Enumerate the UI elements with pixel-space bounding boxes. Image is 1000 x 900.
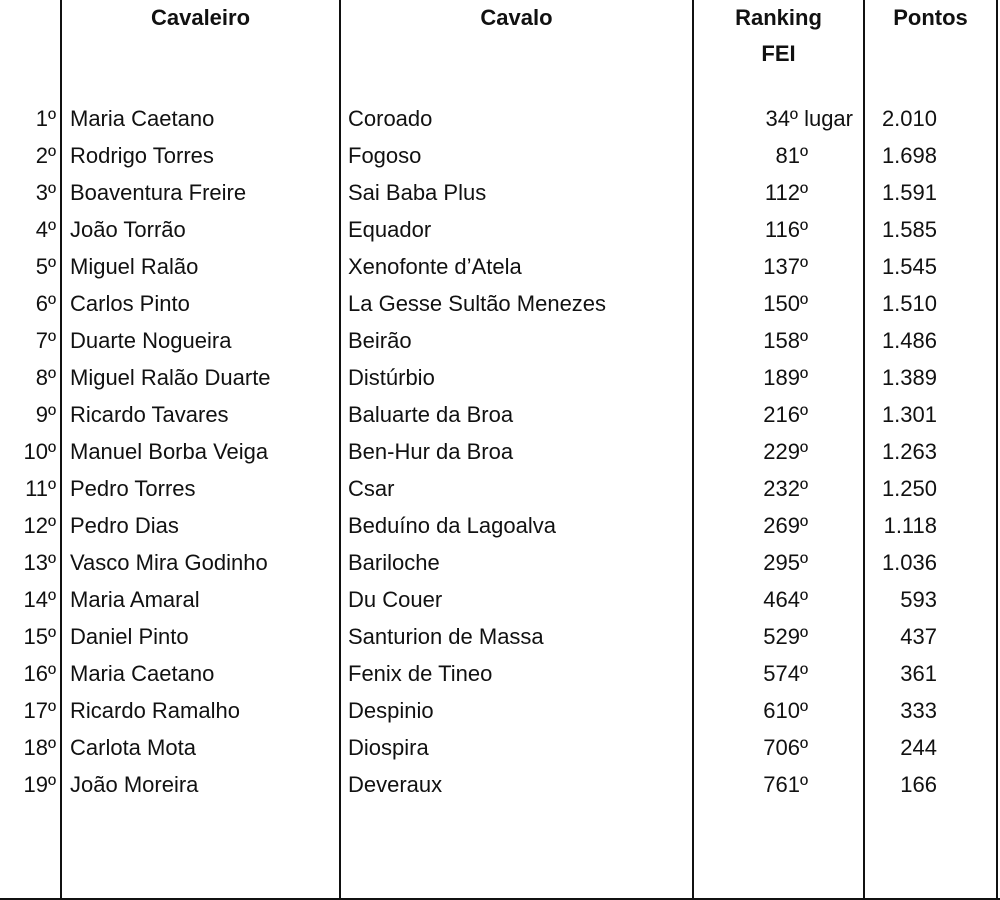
- table-row: [0, 174, 1000, 211]
- position-cell: 7º: [35, 328, 56, 353]
- position-cell: 12º: [23, 513, 56, 538]
- fei-ranking-cell: 706º: [763, 735, 808, 760]
- position-cell: 2º: [35, 143, 56, 168]
- horse-cell: Santurion de Massa: [348, 624, 544, 649]
- points-cell: 1.510: [881, 291, 937, 316]
- rider-cell: Carlos Pinto: [70, 291, 190, 316]
- position-cell: 10º: [23, 439, 56, 464]
- fei-ranking-cell: 150º: [763, 291, 808, 316]
- fei-ranking-cell: 137º: [763, 254, 808, 279]
- table-row: [0, 100, 1000, 137]
- horse-cell: Ben-Hur da Broa: [348, 439, 514, 464]
- fei-ranking-cell: 610º: [763, 698, 808, 723]
- points-cell: 1.389: [881, 365, 937, 390]
- points-cell: 1.118: [883, 513, 937, 538]
- points-cell: 244: [900, 735, 937, 760]
- table-row: [0, 729, 1000, 766]
- fei-ranking-cell: 574º: [763, 661, 808, 686]
- table-row: [0, 396, 1000, 433]
- rider-cell: Manuel Borba Veiga: [70, 439, 269, 464]
- table-row: [0, 285, 1000, 322]
- header-fei-ranking: [694, 0, 863, 98]
- points-cell: 166: [900, 772, 937, 797]
- horse-cell: Diospira: [348, 735, 429, 760]
- horse-cell: Despinio: [348, 698, 434, 723]
- header-fei-line2: FEI: [761, 41, 796, 66]
- fei-ranking-cell: 216º: [763, 402, 808, 427]
- rider-cell: Miguel Ralão: [70, 254, 199, 279]
- horse-cell: Distúrbio: [348, 365, 435, 390]
- position-cell: 14º: [23, 587, 56, 612]
- points-cell: 593: [900, 587, 937, 612]
- points-cell: 1.585: [881, 217, 937, 242]
- rider-cell: Maria Amaral: [70, 587, 200, 612]
- position-cell: 11º: [25, 476, 56, 501]
- rider-cell: João Torrão: [70, 217, 186, 242]
- fei-ranking-cell: 81º: [775, 143, 808, 168]
- fei-ranking-cell: 34º lugar: [765, 106, 853, 131]
- table-row: [0, 137, 1000, 174]
- table-row: [0, 507, 1000, 544]
- rider-cell: Daniel Pinto: [70, 624, 189, 649]
- horse-cell: Fogoso: [348, 143, 422, 168]
- horse-cell: Bariloche: [348, 550, 440, 575]
- fei-ranking-cell: 158º: [763, 328, 808, 353]
- fei-ranking-cell: 116º: [764, 217, 808, 242]
- points-cell: 1.486: [881, 328, 937, 353]
- position-cell: 8º: [35, 365, 56, 390]
- fei-ranking-cell: 761º: [763, 772, 808, 797]
- header-horse: Cavalo: [480, 5, 553, 30]
- horse-cell: La Gesse Sultão Menezes: [348, 291, 607, 316]
- rider-cell: Maria Caetano: [70, 106, 215, 131]
- rider-cell: Pedro Dias: [70, 513, 179, 538]
- rider-cell: Ricardo Tavares: [70, 402, 229, 427]
- points-cell: 1.036: [881, 550, 937, 575]
- points-cell: 1.591: [881, 180, 937, 205]
- horse-cell: Du Couer: [348, 587, 443, 612]
- position-cell: 4º: [35, 217, 56, 242]
- position-cell: 1º: [35, 106, 56, 131]
- position-cell: 16º: [23, 661, 56, 686]
- header-rider: Cavaleiro: [150, 5, 251, 30]
- table-row: [0, 766, 1000, 803]
- table-row: [0, 544, 1000, 581]
- rider-cell: Pedro Torres: [70, 476, 196, 501]
- points-cell: 1.263: [881, 439, 937, 464]
- horse-cell: Beirão: [348, 328, 412, 353]
- horse-cell: Coroado: [348, 106, 433, 131]
- table-row: [0, 581, 1000, 618]
- table-row: [0, 470, 1000, 507]
- points-cell: 1.698: [881, 143, 937, 168]
- position-cell: 13º: [23, 550, 56, 575]
- points-cell: 361: [900, 661, 937, 686]
- header-fei-line1: Ranking: [735, 5, 822, 30]
- points-cell: 1.250: [881, 476, 937, 501]
- fei-ranking-cell: 464º: [763, 587, 808, 612]
- rider-cell: Vasco Mira Godinho: [70, 550, 268, 575]
- points-cell: 1.545: [881, 254, 937, 279]
- rider-cell: Carlota Mota: [70, 735, 196, 760]
- horse-cell: Deveraux: [348, 772, 443, 797]
- table-row: [0, 359, 1000, 396]
- position-cell: 6º: [35, 291, 56, 316]
- rider-cell: Ricardo Ramalho: [70, 698, 240, 723]
- fei-ranking-cell: 269º: [763, 513, 808, 538]
- table-row: [0, 322, 1000, 359]
- rider-cell: Boaventura Freire: [70, 180, 247, 205]
- points-cell: 333: [900, 698, 937, 723]
- rider-cell: Maria Caetano: [70, 661, 215, 686]
- fei-ranking-cell: 229º: [763, 439, 808, 464]
- table-row: [0, 211, 1000, 248]
- fei-ranking-cell: 295º: [763, 550, 808, 575]
- rider-cell: João Moreira: [70, 772, 199, 797]
- table-row: [0, 248, 1000, 285]
- points-cell: 1.301: [881, 402, 937, 427]
- horse-cell: Csar: [348, 476, 395, 501]
- rider-cell: Rodrigo Torres: [70, 143, 214, 168]
- fei-ranking-cell: 189º: [763, 365, 808, 390]
- position-cell: 15º: [23, 624, 56, 649]
- horse-cell: Equador: [348, 217, 432, 242]
- position-cell: 5º: [35, 254, 56, 279]
- horse-cell: Fenix de Tineo: [348, 661, 493, 686]
- horse-cell: Xenofonte d’Atela: [348, 254, 522, 279]
- position-cell: 3º: [35, 180, 56, 205]
- table-row: [0, 692, 1000, 729]
- position-cell: 18º: [23, 735, 56, 760]
- horse-cell: Baluarte da Broa: [348, 402, 514, 427]
- points-cell: 2.010: [881, 106, 937, 131]
- table-row: [0, 618, 1000, 655]
- fei-ranking-cell: 112º: [764, 180, 808, 205]
- header-points: Pontos: [893, 5, 968, 30]
- points-cell: 437: [900, 624, 937, 649]
- position-cell: 17º: [23, 698, 56, 723]
- fei-ranking-cell: 232º: [763, 476, 808, 501]
- rider-cell: Duarte Nogueira: [70, 328, 232, 353]
- table-row: [0, 655, 1000, 692]
- horse-cell: Sai Baba Plus: [348, 180, 487, 205]
- position-cell: 19º: [23, 772, 56, 797]
- position-cell: 9º: [35, 402, 56, 427]
- horse-cell: Beduíno da Lagoalva: [348, 513, 556, 538]
- rider-cell: Miguel Ralão Duarte: [70, 365, 271, 390]
- fei-ranking-cell: 529º: [763, 624, 808, 649]
- table-body: [0, 100, 1000, 803]
- table-row: [0, 433, 1000, 470]
